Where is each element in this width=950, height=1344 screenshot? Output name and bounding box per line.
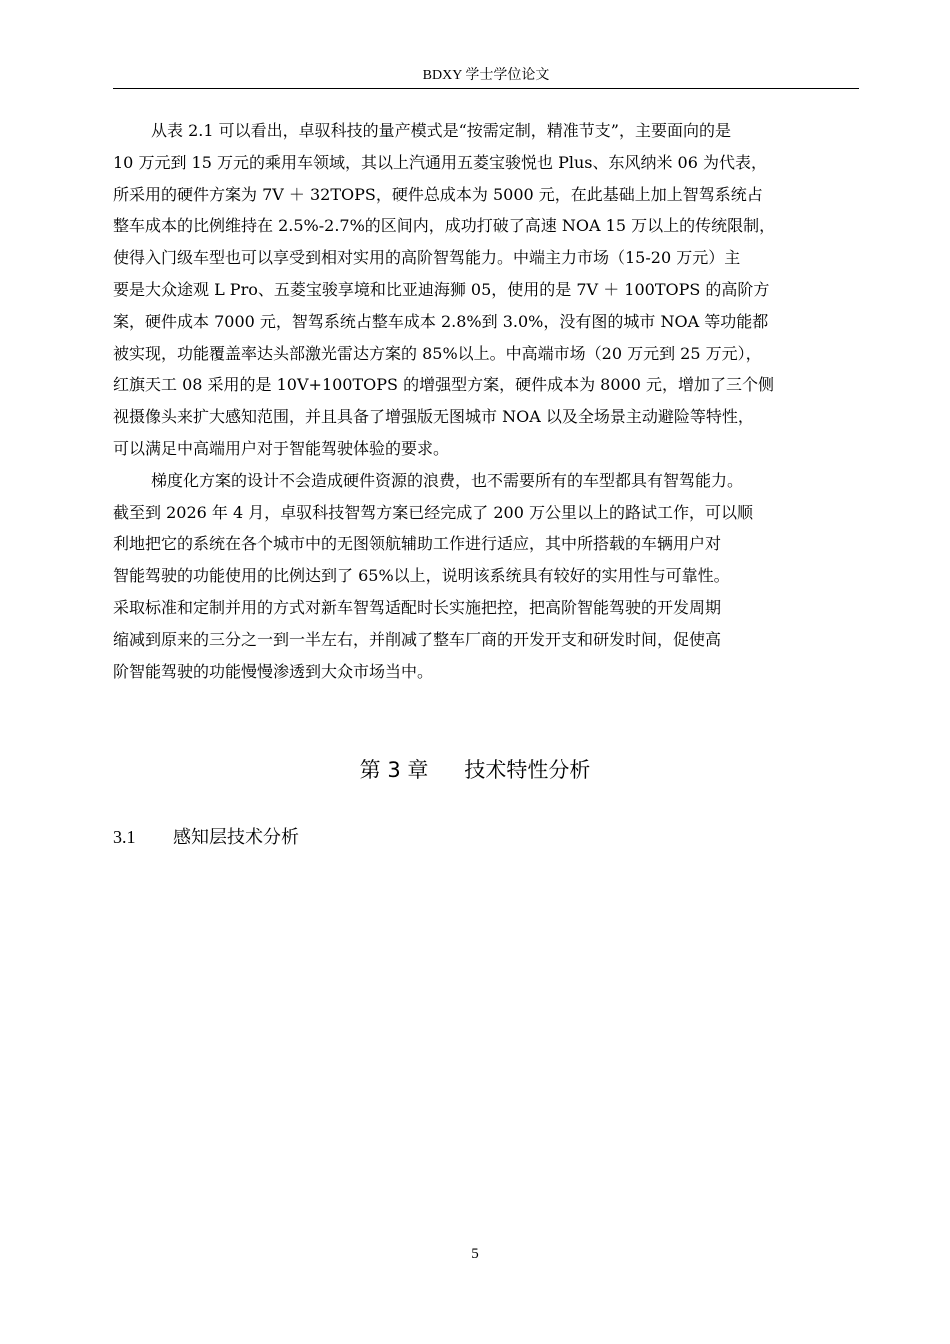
section-title: 感知层技术分析	[173, 827, 299, 848]
running-header	[113, 64, 859, 89]
paragraph-line: 截至到 2026 年 4 月，卓驭科技智驾方案已经完成了 200 万公里以上的路试工作，可以顺	[113, 502, 753, 522]
section-number: 3.1	[113, 827, 136, 847]
chapter-number: 第 3 章	[359, 758, 429, 782]
paragraph-line: 可以满足中高端用户对于智能驾驶体验的要求。	[113, 438, 450, 458]
page-number: 5	[471, 1246, 479, 1262]
paragraph-2	[113, 465, 863, 688]
paragraph-line: 整车成本的比例维持在 2.5%-2.7%的区间内，成功打破了高速 NOA 15 万以上的传统限制，	[113, 216, 776, 236]
section-heading	[113, 822, 299, 853]
paragraph-line: 梯度化方案的设计不会造成硬件资源的浪费，也不需要所有的车型都具有智驾能力。	[151, 470, 744, 490]
paragraph-line: 10 万元到 15 万元的乘用车领域，其以上汽通用五菱宝骏悦也 Plus、东风纳米 06 为代表，	[113, 152, 767, 172]
paragraph-line: 阶智能驾驶的功能慢慢渗透到大众市场当中。	[113, 661, 434, 681]
paragraph-line: 案，硬件成本 7000 元，智驾系统占整车成本 2.8%到 3.0%，没有图的城市 NOA 等功能都	[113, 311, 769, 331]
chapter-title: 技术特性分析	[464, 758, 591, 782]
paragraph-line: 使得入门级车型也可以享受到相对实用的高阶智驾能力。中端主力市场（15-20 万元）主	[113, 248, 741, 268]
paragraph-line: 红旗天工 08 采用的是 10V+100TOPS 的增强型方案，硬件成本为 8000 元，增加了三个侧	[113, 375, 774, 395]
paragraph-line: 智能驾驶的功能使用的比例达到了 65%以上，说明该系统具有较好的实用性与可靠性。	[113, 566, 730, 586]
paragraph-line: 利地把它的系统在各个城市中的无图领航辅助工作进行适应，其中所搭载的车辆用户对	[113, 534, 722, 554]
paragraph-line: 缩减到原来的三分之一到一半左右，并削减了整车厂商的开发开支和研发时间，促使高	[113, 629, 722, 649]
paragraph-line: 所采用的硬件方案为 7V ＋ 32TOPS，硬件总成本为 5000 元，在此基础上加上智驾系统占	[113, 184, 763, 204]
paragraph-1	[113, 115, 863, 465]
paragraph-line: 从表 2.1 可以看出，卓驭科技的量产模式是“按需定制，精准节支”，主要面向的是	[151, 121, 731, 140]
paragraph-line: 要是大众途观 L Pro、五菱宝骏享境和比亚迪海狮 05，使用的是 7V ＋ 100TOPS 的高阶方	[113, 279, 770, 299]
chapter-heading	[0, 754, 950, 786]
paragraph-line: 视摄像头来扩大感知范围，并且具备了增强版无图城市 NOA 以及全场景主动避险等特性，	[113, 407, 754, 427]
body-text	[113, 115, 863, 687]
paragraph-line: 被实现，功能覆盖率达头部激光雷达方案的 85%以上。中高端市场（20 万元到 25 万元），	[113, 343, 762, 363]
header-title: BDXY 学士学位论文	[422, 68, 550, 83]
paragraph-line: 采取标准和定制并用的方式对新车智驾适配时长实施把控，把高阶智能驾驶的开发周期	[113, 597, 722, 617]
